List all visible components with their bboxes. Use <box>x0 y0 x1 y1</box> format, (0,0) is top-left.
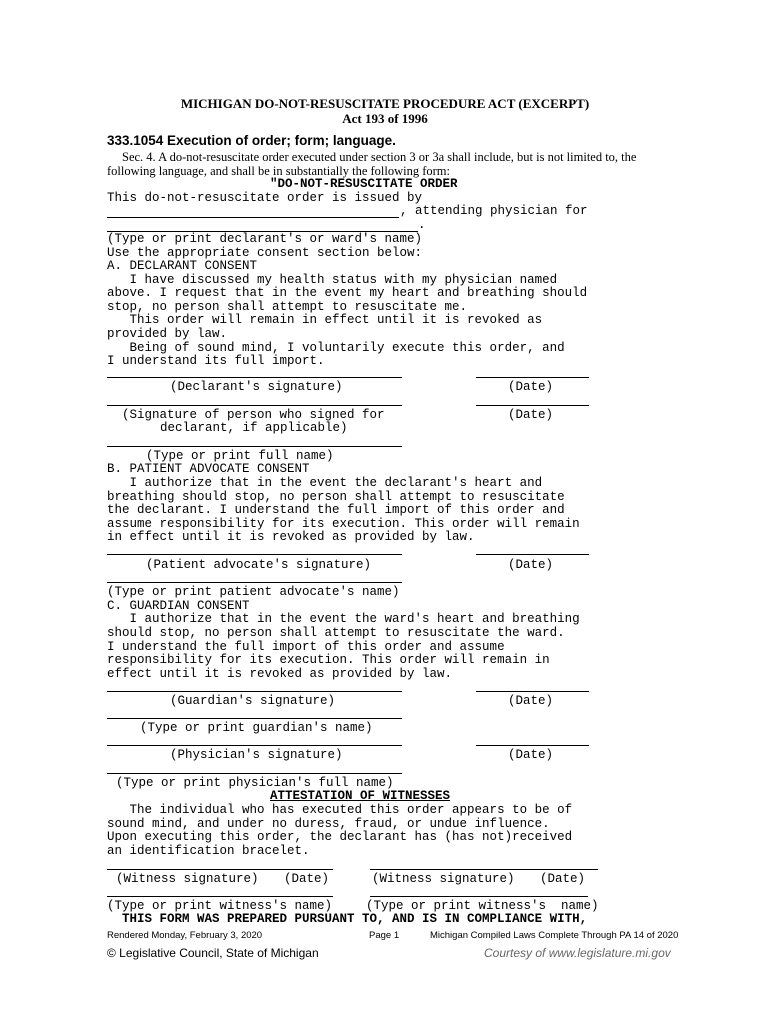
date-label: (Date) <box>508 408 554 422</box>
attestation-line: The individual who has executed this order appears to be of <box>107 803 573 817</box>
witness-signature-line <box>107 869 333 870</box>
section-a-line: stop, no person shall attempt to resuscitate me. <box>107 300 468 314</box>
rendered-date: Rendered Monday, February 3, 2020 <box>107 930 263 941</box>
advocate-name-line <box>107 582 402 583</box>
date-label: (Date) <box>540 872 586 886</box>
section-a-line: above. I request that in the event my heart and breathing should <box>107 286 588 300</box>
section-a-line: This order will remain in effect until it is revoked as <box>107 313 543 327</box>
guardian-signature-label: (Guardian's signature) <box>170 694 336 708</box>
date-line <box>476 745 589 746</box>
section-b-line: I authorize that in the event the declarant's heart and <box>107 476 543 490</box>
signature-line <box>107 745 402 746</box>
section-b-heading: B. PATIENT ADVOCATE CONSENT <box>107 462 310 476</box>
use-section-text: Use the appropriate consent section below: <box>107 246 423 260</box>
signature-line <box>107 554 402 555</box>
attestation-heading: ATTESTATION OF WITNESSES <box>270 789 451 803</box>
physician-signature-label: (Physician's signature) <box>170 748 343 762</box>
person-signed-label: (Signature of person who signed for <box>122 408 385 422</box>
section-c-line: responsibility for its execution. This order will remain in <box>107 653 550 667</box>
attestation-line: sound mind, and under no duress, fraud, or undue influence. <box>107 817 550 831</box>
physician-name-line <box>107 773 402 774</box>
witness-name-label: (Type or print witness's name) <box>366 899 599 913</box>
section-a-heading: A. DECLARANT CONSENT <box>107 259 258 273</box>
attestation-line: an identification bracelet. <box>107 844 310 858</box>
advocate-name-label: (Type or print patient advocate's name) <box>107 585 400 599</box>
section-heading: 333.1054 Execution of order; form; language. <box>107 133 396 148</box>
date-label: (Date) <box>284 872 330 886</box>
intro-line-2: following language, and shall be in substantially the following form: <box>107 164 450 178</box>
witness-signature-label: (Witness signature) <box>372 872 515 886</box>
signature-line <box>107 691 402 692</box>
attestation-line: Upon executing this order, the declarant has (has not)received <box>107 830 573 844</box>
section-a-line: provided by law. <box>107 327 228 341</box>
compiled-laws-note: Michigan Compiled Laws Complete Through PA 14 of 2020 <box>430 930 679 941</box>
copyright-notice: © Legislative Council, State of Michigan <box>107 946 319 960</box>
act-number: Act 193 of 1996 <box>342 111 428 126</box>
section-a-line: I have discussed my health status with my physician named <box>107 273 558 287</box>
blank-period: . <box>418 218 426 232</box>
witness-name-line <box>107 896 333 897</box>
signature-line <box>107 405 402 406</box>
section-c-line: effect until it is revoked as provided by law. <box>107 667 453 681</box>
order-title: "DO-NOT-RESUSCITATE ORDER <box>270 177 458 191</box>
signature-line <box>107 377 402 378</box>
guardian-name-line <box>107 718 402 719</box>
issued-by-line: This do-not-resuscitate order is issued by <box>107 191 423 205</box>
attending-physician-text: , attending physician for <box>400 204 588 218</box>
declarant-name-label: (Type or print declarant's or ward's name) <box>107 232 423 246</box>
witness-name-label: (Type or print witness's name) <box>107 899 333 913</box>
section-a-line: I understand its full import. <box>107 354 325 368</box>
intro-line-1: Sec. 4. A do-not-resuscitate order executed under section 3 or 3a shall include, but is not limited to, the <box>122 150 637 164</box>
page-number: Page 1 <box>369 930 400 941</box>
guardian-name-label: (Type or print guardian's name) <box>140 721 373 735</box>
section-c-line: I authorize that in the event the ward's heart and breathing <box>107 612 580 626</box>
section-c-heading: C. GUARDIAN CONSENT <box>107 599 250 613</box>
witness-signature-label: (Witness signature) <box>116 872 259 886</box>
advocate-signature-label: (Patient advocate's signature) <box>146 558 372 572</box>
date-line <box>476 691 589 692</box>
declarant-signature-label: (Declarant's signature) <box>170 380 343 394</box>
physician-name-blank <box>107 217 399 218</box>
compliance-statement: THIS FORM WAS PREPARED PURSUANT TO, AND IS IN COMPLIANCE WITH, <box>122 912 588 926</box>
date-label: (Date) <box>508 694 554 708</box>
person-signed-label-2: declarant, if applicable) <box>160 421 348 435</box>
witness-signature-line <box>370 869 598 870</box>
section-b-line: in effect until it is revoked as provided by law. <box>107 530 475 544</box>
section-b-line: the declarant. I understand the full import of this order and <box>107 503 565 517</box>
section-c-line: should stop, no person shall attempt to resuscitate the ward. <box>107 626 565 640</box>
date-label: (Date) <box>508 380 554 394</box>
section-a-line: Being of sound mind, I voluntarily execute this order, and <box>107 341 565 355</box>
section-b-line: breathing should stop, no person shall attempt to resuscitate <box>107 490 565 504</box>
physician-name-label: (Type or print physician's full name) <box>116 776 394 790</box>
date-label: (Date) <box>508 558 554 572</box>
date-line <box>476 377 589 378</box>
full-name-label: (Type or print full name) <box>146 449 334 463</box>
document-title: MICHIGAN DO-NOT-RESUSCITATE PROCEDURE ACT (EXCERPT) <box>180 96 590 111</box>
witness-name-line <box>370 896 588 897</box>
date-line <box>476 554 589 555</box>
courtesy-link[interactable]: Courtesy of www.legislature.mi.gov <box>484 946 671 960</box>
section-c-line: I understand the full import of this order and assume <box>107 640 505 654</box>
full-name-line <box>107 446 402 447</box>
date-label: (Date) <box>508 748 554 762</box>
date-line <box>476 405 589 406</box>
section-b-line: assume responsibility for its execution. This order will remain <box>107 517 580 531</box>
